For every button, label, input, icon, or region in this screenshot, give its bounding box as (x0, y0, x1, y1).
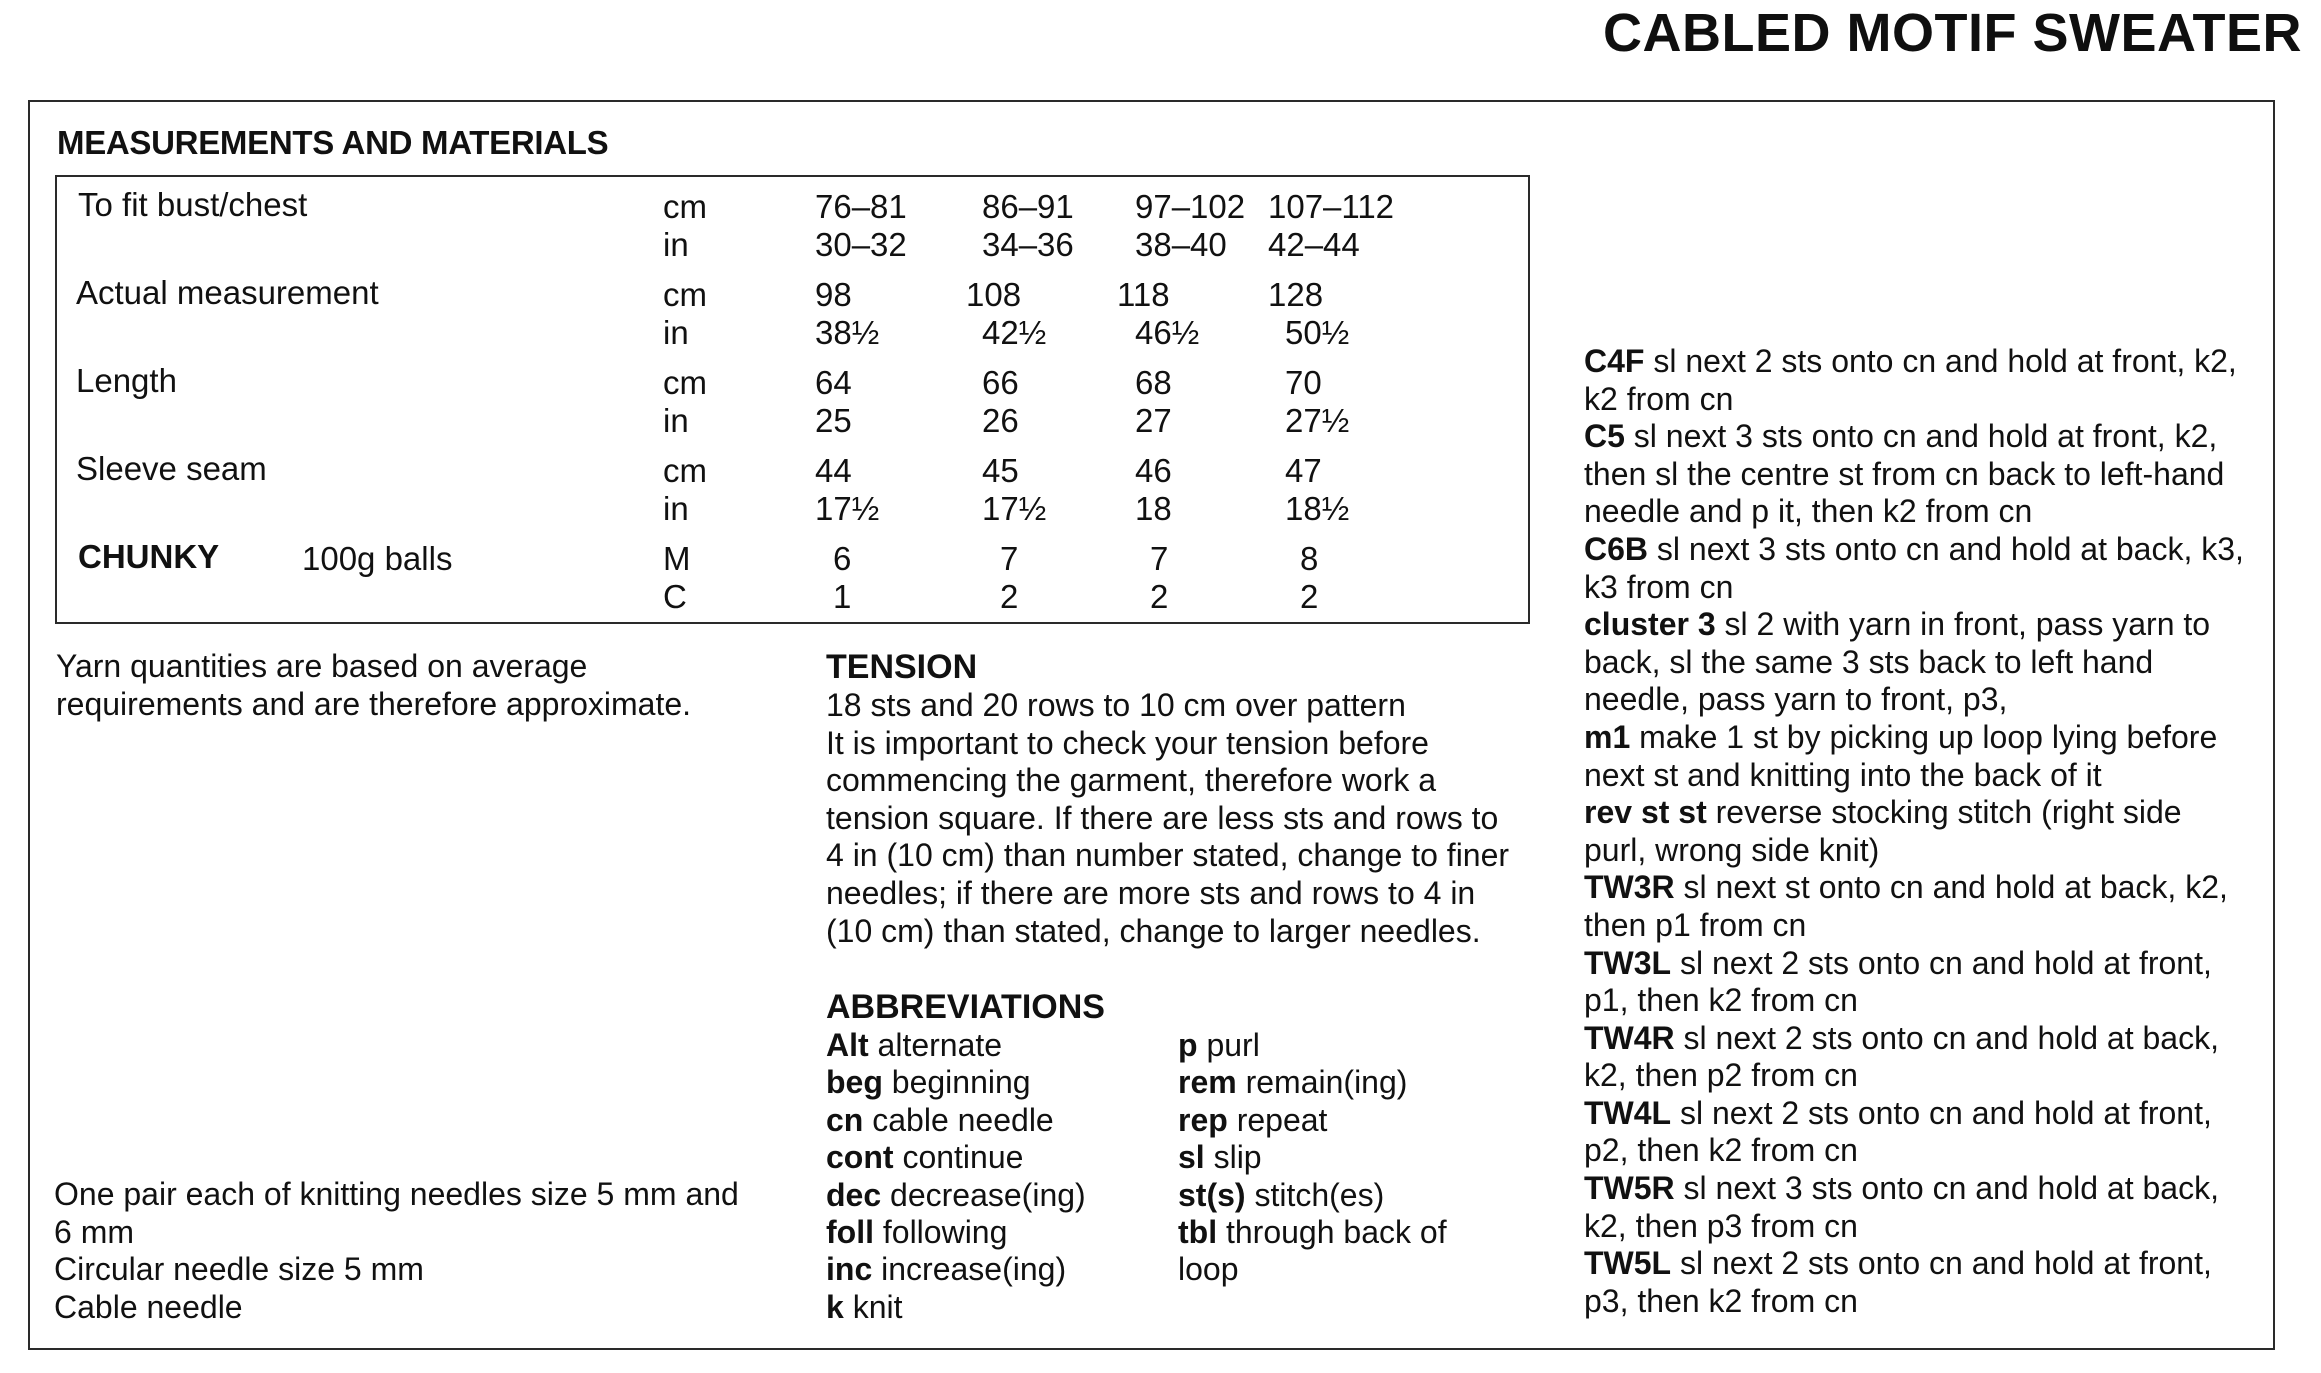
def-line (1584, 343, 2274, 381)
yarn-c-2: 2 (1000, 578, 1019, 615)
def-line: then sl the centre st from cn back to left-hand (1584, 455, 2225, 492)
row-label-length: Length (76, 362, 177, 399)
sleeve-cm-2: 45 (982, 452, 1019, 489)
abbr-meaning: continue (902, 1139, 1024, 1176)
abbr-item (826, 1177, 1086, 1214)
row-label-bust: To fit bust/chest (78, 186, 308, 223)
yarn-m-2: 7 (1000, 540, 1019, 577)
actual-cm-1: 98 (815, 276, 852, 313)
length-cm-1: 64 (815, 364, 852, 401)
abbr-term: rep (1178, 1101, 1228, 1138)
yarn-c-4: 2 (1300, 578, 1319, 615)
yarn-note (56, 648, 691, 723)
actual-in-3: 46½ (1135, 314, 1200, 351)
abbr-meaning: purl (1206, 1027, 1260, 1063)
abbr-meaning: slip (1213, 1139, 1262, 1176)
abbr-term: st(s) (1178, 1176, 1246, 1213)
abbr-item (1178, 1027, 1447, 1064)
abbr-meaning: remain(ing) (1245, 1064, 1408, 1101)
def-line: k3 from cn (1584, 568, 1734, 605)
length-in-3: 27 (1135, 402, 1172, 439)
tension-line: (10 cm) than stated, change to larger needles. (826, 912, 1481, 949)
abbr-term: foll (826, 1213, 874, 1250)
abbr-item (826, 1139, 1086, 1176)
abbr-meaning: cable needle (872, 1101, 1054, 1138)
tension-text (826, 687, 1509, 950)
def-term: C5 (1584, 418, 1625, 455)
abbr-term: cn (826, 1101, 864, 1138)
length-cm-2: 66 (982, 364, 1019, 401)
abbr-item (1178, 1251, 1447, 1288)
sleeve-in-2: 17½ (982, 490, 1047, 527)
def-text: reverse stocking stitch (right side (1715, 794, 2182, 831)
def-line (1584, 1095, 2274, 1133)
def-line (1584, 606, 2274, 644)
def-line: p1, then k2 from cn (1584, 982, 1858, 1019)
def-line: p3, then k2 from cn (1584, 1282, 1858, 1319)
page-title: CABLED MOTIF SWEATER (1603, 3, 2302, 63)
bust-in-3: 38–40 (1135, 226, 1227, 263)
length-in-2: 26 (982, 402, 1019, 439)
abbr-item (826, 1289, 1086, 1326)
unit-cm: cm (663, 364, 707, 401)
abbr-item (826, 1214, 1086, 1251)
sleeve-cm-4: 47 (1285, 452, 1322, 489)
tension-line: needles; if there are more sts and rows to 4 in (826, 874, 1476, 911)
def-term: cluster 3 (1584, 606, 1716, 643)
def-line (1584, 531, 2274, 569)
abbr-term: inc (826, 1251, 873, 1288)
def-text: sl next 3 sts onto cn and hold at back, k3, (1656, 530, 2244, 567)
def-line (1584, 794, 2274, 832)
bust-in-2: 34–36 (982, 226, 1074, 263)
abbreviations-heading: ABBREVIATIONS (826, 988, 1105, 1026)
length-in-1: 25 (815, 402, 852, 439)
abbr-meaning: increase(ing) (881, 1251, 1067, 1288)
def-term: TW3R (1584, 869, 1675, 906)
stitch-definitions (1584, 343, 2274, 1320)
unit-in: in (663, 226, 689, 263)
def-text: sl next st onto cn and hold at back, k2, (1683, 869, 2228, 906)
row-label-sleeve: Sleeve seam (76, 450, 267, 487)
abbreviations-col-1 (826, 1027, 1086, 1326)
def-text: make 1 st by picking up loop lying before (1639, 718, 2218, 755)
def-line (1584, 418, 2274, 456)
length-cm-3: 68 (1135, 364, 1172, 401)
measurements-heading: MEASUREMENTS AND MATERIALS (57, 124, 609, 161)
sleeve-in-3: 18 (1135, 490, 1172, 527)
actual-cm-4: 128 (1268, 276, 1324, 313)
yarn-m-4: 8 (1300, 540, 1319, 577)
abbr-term: tbl (1178, 1213, 1218, 1250)
def-line (1584, 719, 2274, 757)
abbr-meaning: alternate (877, 1027, 1003, 1063)
yarn-m-label: M (663, 540, 691, 577)
tension-line: It is important to check your tension before (826, 724, 1429, 761)
abbr-item (1178, 1139, 1447, 1176)
yarn-c-1: 1 (833, 578, 852, 615)
abbr-item (826, 1102, 1086, 1139)
def-term: C6B (1584, 530, 1649, 567)
length-in-4: 27½ (1285, 402, 1350, 439)
abbr-item (1178, 1102, 1447, 1139)
abbr-term: sl (1178, 1139, 1205, 1176)
length-cm-4: 70 (1285, 364, 1322, 401)
def-line (1584, 1245, 2274, 1283)
def-line: then p1 from cn (1584, 906, 1807, 943)
yarn-c-3: 2 (1150, 578, 1169, 615)
abbr-meaning: following (882, 1213, 1008, 1250)
tension-line: commencing the garment, therefore work a (826, 762, 1437, 799)
abbr-item (826, 1251, 1086, 1288)
abbr-item (826, 1064, 1086, 1101)
yarn-label: CHUNKY (78, 538, 220, 575)
unit-cm: cm (663, 452, 707, 489)
abbr-term: beg (826, 1064, 883, 1101)
needles-line: Circular needle size 5 mm (54, 1251, 424, 1288)
def-term: TW4L (1584, 1094, 1672, 1131)
abbr-item (1178, 1064, 1447, 1101)
def-text: sl next 2 sts onto cn and hold at front, (1679, 1094, 2212, 1131)
abbr-term: k (826, 1288, 844, 1325)
sleeve-cm-3: 46 (1135, 452, 1172, 489)
def-line: needle and p it, then k2 from cn (1584, 493, 2033, 530)
def-line: k2, then p3 from cn (1584, 1207, 1858, 1244)
tension-line: 18 sts and 20 rows to 10 cm over pattern (826, 687, 1406, 723)
needles-list (54, 1176, 739, 1326)
unit-cm: cm (663, 188, 707, 225)
def-line: next st and knitting into the back of it (1584, 756, 2102, 793)
unit-in: in (663, 314, 689, 351)
sleeve-in-4: 18½ (1285, 490, 1350, 527)
def-line: back, sl the same 3 sts back to left hand (1584, 643, 2154, 680)
def-line: needle, pass yarn to front, p3, (1584, 681, 2008, 718)
abbr-meaning: through back of (1225, 1213, 1447, 1250)
actual-in-2: 42½ (982, 314, 1047, 351)
abbr-meaning: stitch(es) (1254, 1176, 1385, 1213)
abbr-meaning: decrease(ing) (890, 1176, 1086, 1213)
needles-line: Cable needle (54, 1288, 243, 1325)
tension-heading: TENSION (826, 648, 978, 686)
actual-in-1: 38½ (815, 314, 880, 351)
def-text: sl next 2 sts onto cn and hold at front, k2, (1653, 343, 2237, 379)
abbr-term: dec (826, 1176, 882, 1213)
def-term: TW4R (1584, 1019, 1675, 1056)
def-text: sl next 3 sts onto cn and hold at front, k2, (1633, 418, 2218, 455)
def-line (1584, 1170, 2274, 1208)
abbr-term: cont (826, 1139, 894, 1176)
abbr-term: Alt (826, 1027, 869, 1063)
def-text: sl next 2 sts onto cn and hold at front, (1679, 944, 2212, 981)
abbr-item (826, 1027, 1086, 1064)
actual-in-4: 50½ (1285, 314, 1350, 351)
abbreviations-col-2 (1178, 1027, 1447, 1289)
bust-in-4: 42–44 (1268, 226, 1360, 263)
row-label-actual: Actual measurement (76, 274, 379, 311)
bust-cm-2: 86–91 (982, 188, 1074, 225)
abbr-item (1178, 1177, 1447, 1214)
def-text: sl next 3 sts onto cn and hold at back, (1683, 1170, 2219, 1207)
bust-in-1: 30–32 (815, 226, 907, 263)
def-line: p2, then k2 from cn (1584, 1132, 1858, 1169)
bust-cm-4: 107–112 (1268, 188, 1395, 225)
unit-cm: cm (663, 276, 707, 313)
yarn-note-line: requirements and are therefore approximate. (56, 685, 692, 722)
actual-cm-3: 118 (1117, 276, 1170, 313)
def-line (1584, 869, 2274, 907)
needles-line: 6 mm (54, 1213, 134, 1250)
def-term: TW5R (1584, 1170, 1675, 1207)
def-line (1584, 945, 2274, 983)
def-term: C4F (1584, 343, 1645, 379)
yarn-note-line: Yarn quantities are based on average (56, 648, 588, 684)
abbr-meaning: repeat (1236, 1101, 1328, 1138)
bust-cm-1: 76–81 (815, 188, 907, 225)
abbr-meaning: loop (1178, 1251, 1239, 1288)
abbr-meaning: beginning (891, 1064, 1031, 1101)
abbr-meaning: knit (852, 1288, 903, 1325)
sleeve-cm-1: 44 (815, 452, 852, 489)
def-text: sl next 2 sts onto cn and hold at front, (1679, 1245, 2212, 1282)
def-text: sl next 2 sts onto cn and hold at back, (1683, 1019, 2219, 1056)
yarn-m-1: 6 (833, 540, 852, 577)
unit-in: in (663, 402, 689, 439)
sleeve-in-1: 17½ (815, 490, 880, 527)
def-term: TW3L (1584, 944, 1672, 981)
actual-cm-2: 108 (966, 276, 1022, 313)
tension-line: tension square. If there are less sts and rows to (826, 799, 1499, 836)
yarn-m-3: 7 (1150, 540, 1169, 577)
needles-line: One pair each of knitting needles size 5 mm and (54, 1176, 739, 1212)
abbr-term: rem (1178, 1064, 1237, 1101)
def-line: k2, then p2 from cn (1584, 1057, 1858, 1094)
yarn-c-label: C (663, 578, 687, 615)
abbr-term: p (1178, 1027, 1198, 1063)
def-text: sl 2 with yarn in front, pass yarn to (1724, 606, 2211, 643)
yarn-ball-size: 100g balls (302, 540, 453, 577)
abbr-item (1178, 1214, 1447, 1251)
tension-line: 4 in (10 cm) than number stated, change to finer (826, 837, 1510, 874)
def-term: m1 (1584, 718, 1631, 755)
def-line: purl, wrong side knit) (1584, 831, 1880, 868)
def-line (1584, 1020, 2274, 1058)
unit-in: in (663, 490, 689, 527)
bust-cm-3: 97–102 (1135, 188, 1246, 225)
def-term: TW5L (1584, 1245, 1672, 1282)
def-term: rev st st (1584, 794, 1707, 831)
def-line: k2 from cn (1584, 380, 1734, 417)
